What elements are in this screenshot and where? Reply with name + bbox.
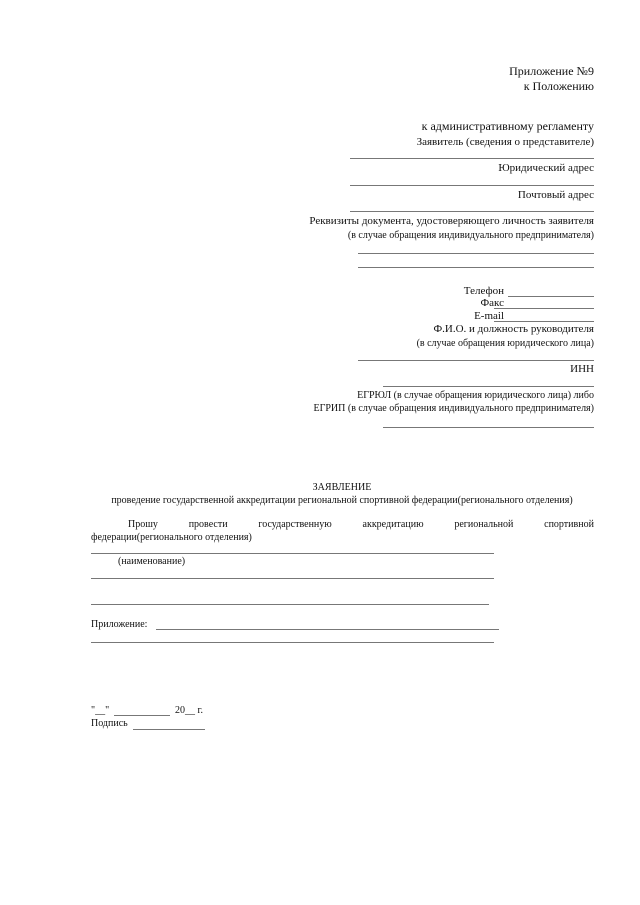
- date-month-line: [114, 715, 170, 716]
- postal-address-line: [350, 211, 594, 212]
- id-document-line-1: [358, 253, 594, 254]
- postal-address-label: Почтовый адрес: [517, 189, 594, 201]
- document-subtitle: проведение государственной аккредитации региональной спортивной федерации(регионального отделения): [111, 495, 573, 506]
- applicant-label: Заявитель (сведения о представителе): [416, 136, 594, 148]
- phone-line: [508, 296, 594, 297]
- date-day: "__": [91, 705, 110, 716]
- signature-line: [133, 729, 205, 730]
- org-name-line: [91, 553, 494, 554]
- egrip-line: [383, 427, 594, 428]
- request-word: Прошу: [128, 519, 158, 530]
- org-name-line-2: [91, 578, 494, 579]
- date-year: 20__ г.: [175, 705, 203, 716]
- request-line-1: [128, 520, 594, 530]
- email-line: [494, 321, 594, 322]
- email-label: E-mail: [474, 310, 504, 322]
- to-regulation: к Положению: [523, 79, 594, 93]
- signature-label: Подпись: [91, 718, 128, 729]
- request-word: спортивной: [544, 519, 594, 530]
- head-name-label: Ф.И.О. и должность руководителя: [433, 323, 594, 335]
- legal-address-label: Юридический адрес: [498, 162, 594, 174]
- inn-line: [383, 386, 594, 387]
- inn-label: ИНН: [570, 363, 594, 375]
- id-document-note: (в случае обращения индивидуального предпринимателя): [347, 230, 594, 241]
- head-name-line: [358, 360, 594, 361]
- applicant-line: [350, 158, 594, 159]
- id-document-label: Реквизиты документа, удостоверяющего личность заявителя: [309, 215, 594, 227]
- appendix-number: Приложение №9: [509, 64, 594, 78]
- org-name-line-3: [91, 604, 489, 605]
- attachment-line: [156, 629, 499, 630]
- phone-label: Телефон: [463, 285, 504, 297]
- head-name-note: (в случае обращения юридического лица): [416, 338, 594, 349]
- attachment-line-2: [91, 642, 494, 643]
- request-line-2: федерации(регионального отделения): [91, 532, 252, 543]
- document-title: ЗАЯВЛЕНИЕ: [312, 482, 372, 493]
- egrip-label: ЕГРИП (в случае обращения индивидуального предпринимателя): [313, 403, 594, 414]
- request-word: государственную: [258, 519, 332, 530]
- fax-line: [494, 308, 594, 309]
- request-word: региональной: [454, 519, 514, 530]
- admin-regulation: к административному регламенту: [421, 119, 594, 133]
- legal-address-line: [350, 185, 594, 186]
- fax-label: Факс: [480, 297, 504, 309]
- egrul-label: ЕГРЮЛ (в случае обращения юридического лица) либо: [357, 390, 594, 401]
- request-word: провести: [188, 519, 228, 530]
- name-hint: (наименование): [118, 556, 186, 567]
- attachment-label: Приложение:: [91, 619, 148, 630]
- request-word: аккредитацию: [362, 519, 424, 530]
- id-document-line-2: [358, 267, 594, 268]
